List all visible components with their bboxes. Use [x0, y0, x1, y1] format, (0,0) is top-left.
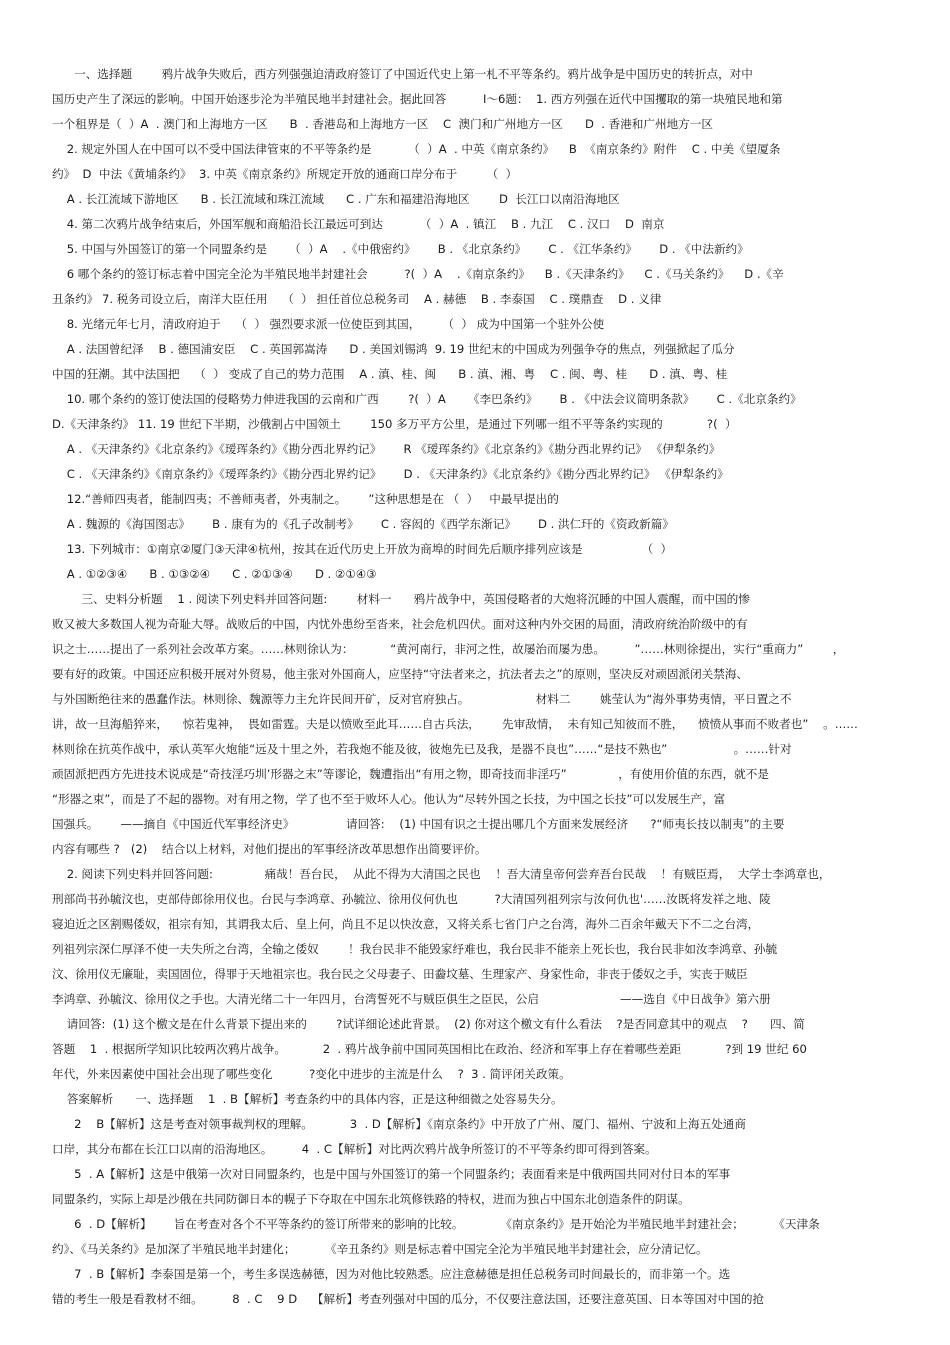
text-line: 内容有哪些 ? (2) 结合以上材料，对他们提出的军事经济改革思想作出简要评价。 [52, 842, 487, 856]
text-line: 7 . B【解析】李泰国是第一个，考生多误选赫德，因为对他比较熟悉。应注意赫德是担任总税务司时间最长的，而非第一个。选 [52, 1267, 731, 1281]
text-line: 同盟条约，实际上却是沙俄在共同防御日本的幌子下夺取在中国东北筑修铁路的特权，进而为独占中国东北创造条件的阴谋。 [52, 1192, 690, 1206]
text-line: 2. 规定外国人在中国可以不受中国法律管束的不平等条约是 （ ）A . 中英《南京条约》 B 《南京条约》附件 C . 中美《望厦条 [52, 142, 781, 156]
text-line: 败又被大多数国人视为奇耻大辱。战败后的中国，内忧外患纷至沓来，社会危机四伏。面对这种内外交困的局面，清政府统治阶级中的有 [52, 617, 748, 631]
text-line: 6 哪个条约的签订标志着中国完全沦为半殖民地半封建社会 ?( ）A .《南京条约》 B .《天津条约》 C .《马关条约》 D .《辛 [52, 267, 784, 281]
text-line: 顽固派把西方先进技术说成是“奇技淫巧圳’形器之末”等谬论，魏遭指出“有用之物，即奇技而非淫巧” ，有使用价值的东西，就不是 [52, 767, 769, 781]
text-line: 年代，外来因素使中国社会出现了哪些变化 ?变化中进步的主流是什么 ? 3 . 简评闭关政策。 [52, 1067, 571, 1081]
text-line: 李鸿章、孙毓汶、徐用仪之手也。大清光绪二十一年四月，台湾誓死不与贼臣俱生之臣民，公启 ——选自《中日战争》第六册 [52, 992, 771, 1006]
text-line: A . 《天津条约》《北京条约》《瑷珲条约》《勘分西北界约记》 R 《瑷珲条约》《北京条约》《勘分西北界约记》 《伊犁条约》 [52, 442, 721, 456]
text-line: 约》 D 中法《黄埔条约》 3. 中英《南京条约》所规定开放的通商口岸分布于 （ ） [52, 167, 518, 181]
text-line: D.《天津条约》 11. 19 世纪下半期，沙俄割占中国领土 150 多万平方公里，是通过下列哪一组不平等条约实现的 ?( ） [52, 417, 737, 431]
text-line: 中国的狂潮。其中法国把 （ ） 变成了自己的势力范围 A . 滇、桂、闽 B . 滇、湘、粤 C . 闽、粤、桂 D . 滇、粤、桂 [52, 367, 728, 381]
text-line: 一、选择题 鸦片战争失败后，西方列强强迫清政府签订了中国近代史上第一札不平等条约。鸦片战争是中国历史的转折点，对中 [52, 67, 753, 81]
text-line: A . 长江流域下游地区 B . 长江流域和珠江流域 C . 广东和福建沿海地区 D 长江口以南沿海地区 [52, 192, 620, 206]
text-line: 口岸，其分布都在长江口以南的沿海地区。 4 . C【解析】对比两次鸦片战争所签订的不平等条约即可得到答案。 [52, 1142, 657, 1156]
text-line: 12.“善师四夷者，能制四夷；不善师夷者，外夷制之。 ”这种思想是在 （ ） 中最早提出的 [52, 492, 559, 506]
text-line: “形器之束”，而是了不起的器物。对有用之物，学了也不至于败坏人心。他认为“尽转外国之长技，为中国之长技”可以发展生产，富 [52, 792, 726, 806]
text-line: 请回答: (1) 这个檄文是在什么背景下提出来的 ?试详细论述此背景。 (2) 你对这个檄文有什么看法 ?是否同意其中的观点 ? 四、简 [52, 1017, 805, 1031]
text-line: 5 . A【解析】这是中俄第一次对日同盟条约，也是中国与外国签订的第一个同盟条约；表面看来是中俄两国共同对付日本的军事 [52, 1167, 731, 1181]
text-line: 2. 阅读下列史料并回答问题: 痛哉！吾台民， 从此不得为大清国之民也 ！吾大清皇帝何尝弃吾台民哉 ！有贼臣焉， 大学士李鸿章也， [52, 867, 831, 881]
text-line: 国历史产生了深远的影响。中国开始逐步沦为半殖民地半封建社会。据此回答 Ⅰ～6题： 1. 西方列强在近代中国攫取的第一块殖民地和第 [52, 92, 783, 106]
text-line: 列祖列宗深仁厚泽不使一夫失所之台湾，全输之倭奴 ！我台民非不能毁家纾难也，我台民非不能亲上死长也，我台民非如汝李鸿章、孙毓 [52, 942, 778, 956]
text-line: C . 《天津条约》《南京条约》《瑷珲条约》《勘分西北界约记》 D . 《天津条约》《北京条约》《勘分西北界约记》 《伊犁条约》 [52, 467, 729, 481]
text-line: 答题 1 . 根据所学知识比较两次鸦片战争。 2 . 鸦片战争前中国同英国相比在政治、经济和军事上存在着哪些差距 ?到 19 世纪 60 [52, 1042, 807, 1056]
text-line: A . 魏源的《海国图志》 B . 康有为的《孔子改制考》 C . 容闳的《西学东渐记》 D . 洪仁玕的《资政新篇》 [52, 517, 674, 531]
text-line: A . ①②③④ B . ①③②④ C . ②①③④ D . ②①④③ [52, 567, 377, 581]
text-line: 约》、《马关条约》是加深了半殖民地半封建化； 《辛丑条约》则是标志着中国完全沦为半殖民地半封建社会，应分清记忆。 [52, 1242, 708, 1256]
text-line: 三、史料分析题 1 . 阅读下列史料并回答问题: 材料一 鸦片战争中，英国侵略者的大炮将沉睡的中国人震醒，而中国的惨 [52, 592, 750, 606]
text-line: A . 法国曾纪泽 B . 德国浦安臣 C . 英国郭嵩涛 D . 美国刘锡鸿 9. 19 世纪末的中国成为列强争夺的焦点，列强掀起了瓜分 [52, 342, 735, 356]
text-line: 5. 中国与外国签订的第一个同盟条约是 （ ）A .《中俄密约》 B . 《北京条约》 C . 《江华条约》 D . 《中法新约》 [52, 242, 749, 256]
text-line: 与外国断绝往来的愚蠢作法。林则徐、魏源等力主允许民间开矿，反对官府独占。 材料二 姚莹认为“海外事势夷情，平日置之不 [52, 692, 792, 706]
text-line: 刑部尚书孙毓汶也，吏部侍郎徐用仪也。台民与李鸿章、孙毓泣、徐用仪何仇也 ?大清国列祖列宗与汝何仇也'……汝既将发祥之地、陵 [52, 892, 771, 906]
text-line: 一个租界是（ ）A . 澳门和上海地方一区 B . 香港岛和上海地方一区 C 澳门和广州地方一区 D . 香港和广州地方一区 [52, 117, 713, 131]
text-line: 2 B【解析】这是考查对领事裁判权的理解。 3 . D【解析】《南京条约》中开放了广州、厦门、福州、宁波和上海五处通商 [52, 1117, 746, 1131]
text-line: 寝迫近之区割赐倭奴，祖宗有知，其谓我太后、皇上何，尚且不足以快汝意，又将关系七省门户之台湾，海外二百余年戴天下不二之台湾， [52, 917, 760, 931]
text-line: 4. 第二次鸦片战争结束后，外国军舰和商船沿长江最远可到达 （ ）A . 镇江 B . 九江 C . 汉口 D 南京 [52, 217, 665, 231]
text-line: 13. 下列城市：①南京②厦门③天津④杭州，按其在近代历史上开放为商埠的时间先后顺序排列应该是 （ ） [52, 542, 673, 556]
text-line: 林则徐在抗英作战中，承认英军火炮能“远及十里之外，若我炮不能及彼，彼炮先已及我，是器不良也”……“是技不熟也” 。……针对 [52, 742, 792, 756]
text-line: 汶、徐用仪无廉耻，卖国固位，得罪于天地祖宗也。我台民之父母妻子、田齤坟墓、生理家产、身家性命，非丧于倭奴之手，实丧于贼臣 [52, 967, 748, 981]
text-line: 识之士……提出了一系列社会改革方案。……林则徐认为： “黄河南行，非河之性，故屡治而屡为患。 ”……林则徐提出，实行“重商力” ， [52, 642, 845, 656]
text-line: 讲，故一旦海船猝来， 惊若鬼神， 畏如雷霆。夫是以愤败至此耳……自古兵法， 先审敌情， 未有知己知彼而不胜， 愤愤从事而不败者也” 。…… [52, 717, 858, 731]
text-line: 要有好的政策。中国还应积极开展对外贸易，他主张对外国商人，应坚持“守法者来之，抗法者去之”的原则，坚决反对顽固派闭关禁海、 [52, 667, 749, 681]
text-line: 答案解析 一、选择题 1 . B【解析】考查条约中的具体内容，正是这种细微之处容易失分。 [52, 1092, 563, 1106]
text-line: 国强兵。 ——摘自《中国近代军事经济史》 请回答: (1) 中国有识之士提出哪几个方面来发展经济 ?“师夷长技以制夷”的主要 [52, 817, 785, 831]
text-line: 10. 哪个条约的签订使法国的侵略势力伸进我国的云南和广西 ?( ）A 《李巴条约》 B . 《中法会议简明条款》 C .《北京条约》 [52, 392, 802, 406]
text-line: 丑条约》 7. 税务司设立后，南洋大臣任用 （ ） 担任首位总税务司 A . 赫德 B . 李泰国 C . 璞鼎查 D . 义律 [52, 292, 662, 306]
text-line: 6 . D【解析】 旨在考查对各个不平等条约的签订所带来的影响的比较。 《南京条约》是开始沦为半殖民地半封建社会； 《天津条 [52, 1217, 820, 1231]
text-line: 错的考生一般是看教材不细。 8 . C 9 D 【解析】考查列强对中国的瓜分，不仅要注意法国，还要注意英国、日本等国对中国的抢 [52, 1292, 765, 1306]
text-line: 8. 光绪元年七月，清政府迫于 （ ） 强烈要求派一位使臣到其国， （ ） 成为中国第一个驻外公使 [52, 317, 605, 331]
